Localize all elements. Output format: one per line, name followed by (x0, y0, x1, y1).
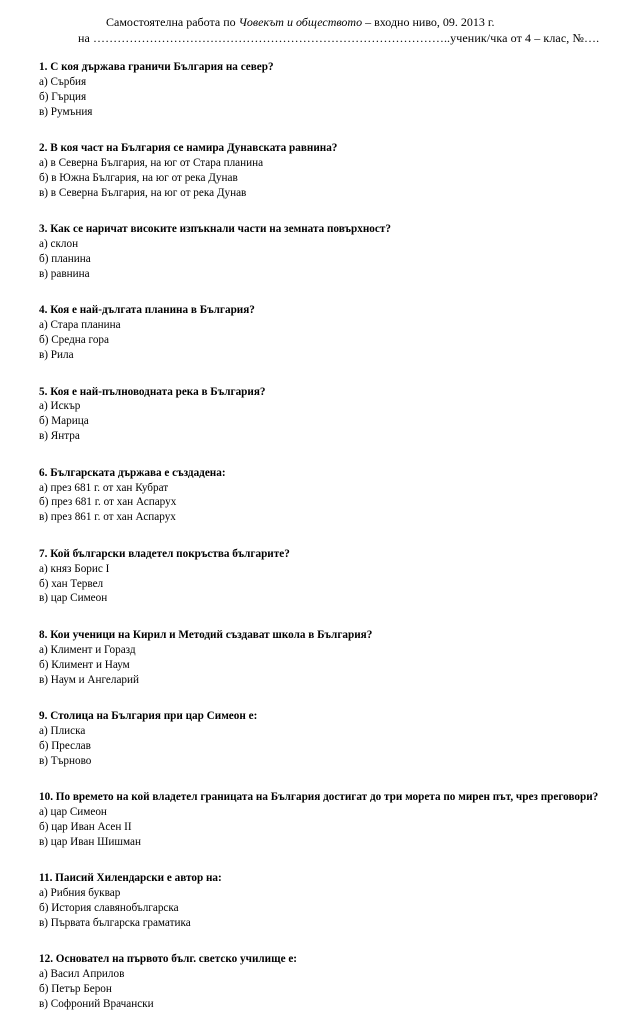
answer-option: а) Искър (39, 400, 81, 413)
title-suffix: – входно ниво, 09. 2013 г. (362, 15, 495, 29)
answer-option: б) през 681 г. от хан Аспарух (39, 496, 177, 509)
question-2 (39, 141, 599, 201)
question-title: 7. Кой български владетел покръства българите? (39, 547, 290, 560)
question-title: 4. Коя е най-дългата планина в България? (39, 304, 255, 317)
worksheet-title (0, 14, 638, 30)
question-5 (39, 385, 599, 445)
question-7 (39, 547, 599, 607)
question-3 (39, 222, 599, 282)
answer-option: в) равнина (39, 267, 90, 280)
answer-option: в) цар Иван Шишман (39, 835, 141, 848)
answer-option: а) Климент и Горазд (39, 643, 136, 656)
answer-option: в) Софроний Врачански (39, 998, 154, 1011)
question-1 (39, 60, 599, 120)
question-title: 1. С коя държава граничи България на север? (39, 61, 274, 73)
question-9 (39, 709, 599, 769)
answer-option: б) Климент и Наум (39, 658, 130, 671)
answer-option: б) цар Иван Асен II (39, 820, 132, 833)
title-subject: Човекът и обществото (238, 15, 363, 29)
answer-option: в) Търново (39, 754, 92, 767)
answer-option: а) Сърбия (39, 75, 87, 88)
answer-option: в) през 861 г. от хан Аспарух (39, 511, 176, 524)
question-title: 6. Българската държава е създадена: (39, 466, 226, 479)
answer-option: а) цар Симеон (39, 806, 107, 819)
answer-option: а) Плиска (39, 724, 86, 737)
question-title: 10. По времето на кой владетел границата на България достигат до три морета по мирен път, чрез преговори? (39, 791, 599, 804)
question-title: 9. Столица на България при цар Симеон е: (39, 710, 258, 722)
answer-option: б) Марица (39, 415, 89, 428)
answer-option: в) цар Симеон (39, 592, 108, 605)
answer-option: б) планина (39, 253, 91, 266)
answer-option: б) Преслав (39, 739, 91, 752)
answer-option: в) Първата българска граматика (39, 916, 191, 929)
answer-option: б) в Южна България, на юг от река Дунав (39, 171, 238, 184)
question-12 (39, 952, 599, 1012)
question-title: 11. Паисий Хилендарски е автор на: (39, 872, 222, 885)
answer-option: а) склон (39, 238, 79, 251)
question-title: 3. Как се наричат високите изпъкнали части на земната повърхност? (39, 223, 391, 236)
question-title: 5. Коя е най-пълноводната река в България? (39, 385, 266, 398)
answer-option: а) княз Борис I (39, 562, 110, 575)
title-prefix: Самостоятелна работа по (106, 15, 239, 29)
question-title: 8. Кои ученици на Кирил и Методий създават школа в България? (39, 628, 373, 641)
answer-option: в) Янтра (39, 430, 80, 443)
answer-option: б) хан Тервел (39, 577, 104, 590)
question-6 (39, 466, 599, 526)
answer-option: в) в Северна България, на юг от река Дунав (39, 186, 247, 199)
question-11 (39, 871, 599, 931)
questions-list (39, 60, 599, 1034)
answer-option: б) Средна гора (39, 334, 109, 347)
question-title: 12. Основател на първото бълг. светско училище е: (39, 953, 298, 966)
question-4 (39, 303, 599, 363)
answer-option: в) Румъния (39, 105, 93, 118)
answer-option: б) Петър Берон (39, 983, 112, 996)
worksheet-header (0, 14, 638, 46)
answer-option: в) Рила (39, 349, 74, 362)
answer-option: а) в Северна България, на юг от Стара планина (39, 157, 264, 170)
answer-option: а) Васил Априлов (39, 968, 125, 981)
answer-option: б) История славянобългарска (39, 902, 179, 915)
student-info-line: на ……………………………………………………………………………..ученик/чка от 4 – клас, №…. (78, 31, 600, 45)
answer-option: б) Гърция (39, 90, 87, 103)
question-8 (39, 628, 599, 688)
answer-option: а) през 681 г. от хан Кубрат (39, 481, 169, 494)
answer-option: в) Наум и Ангеларий (39, 673, 139, 686)
answer-option: а) Рибния буквар (39, 887, 121, 900)
answer-option: а) Стара планина (39, 319, 121, 332)
question-10 (39, 790, 599, 850)
question-title: 2. В коя част на България се намира Дунавската равнина? (39, 142, 338, 155)
